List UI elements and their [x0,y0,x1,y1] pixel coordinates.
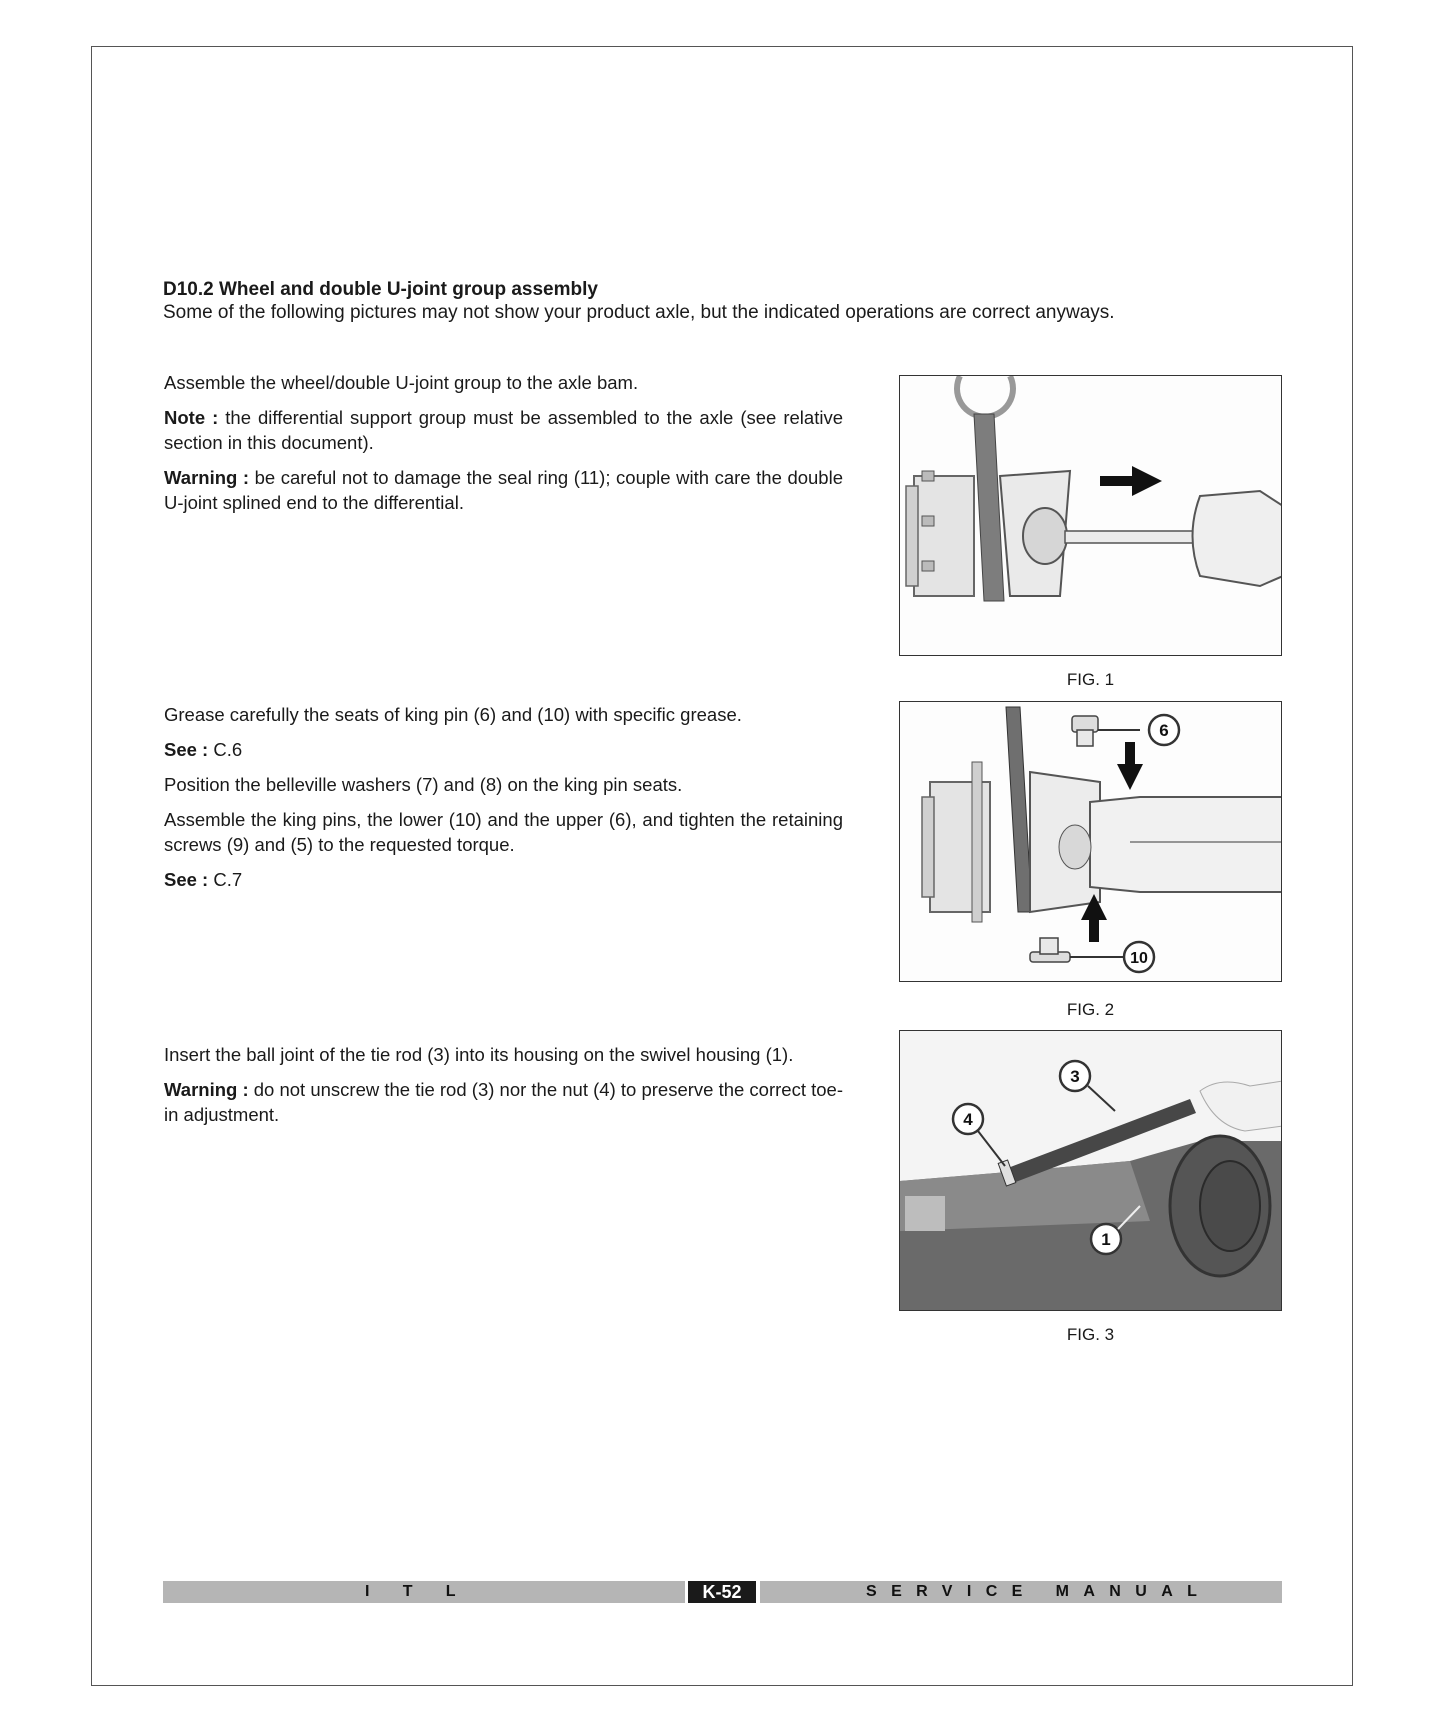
step2-text [164,702,843,902]
section-intro: Some of the following pictures may not show your product axle, but the indicated operations are correct anyways. [163,302,1115,323]
section-title: D10.2 Wheel and double U-joint group assembly [163,279,598,300]
footer-brand: I T L [365,1583,470,1600]
figure-2 [899,701,1282,982]
step1-line: Assemble the wheel/double U-joint group to the axle bam. [164,372,639,393]
step2-line: Grease carefully the seats of king pin (6) and (10) with specific grease. [164,704,742,725]
step3-warning [164,1077,843,1127]
fig3-callout-4: 4 [963,1110,973,1129]
warning-label: Warning : [164,467,250,488]
step3-line: Insert the ball joint of the tie rod (3) into its housing on the swivel housing (1). [164,1044,794,1065]
page-number: K-52 [688,1581,756,1603]
figure-3-drawing [900,1031,1282,1311]
figure-1-caption: FIG. 1 [1066,670,1115,689]
figure-1 [899,375,1282,656]
figure-3-caption: FIG. 3 [1066,1325,1115,1344]
step1-note [164,405,843,455]
footer-manual-title: SERVICE MANUAL [866,1583,1212,1600]
see-label: See : [164,739,209,760]
step2-line: Assemble the king pins, the lower (10) and the upper (6), and tighten the retaining screws (9) and (5) to the requested torque. [164,809,843,855]
warning-label: Warning : [164,1079,249,1100]
figure-2-drawing [900,702,1282,982]
fig2-callout-10: 10 [1130,950,1148,967]
note-label: Note : [164,407,219,428]
fig3-callout-1: 1 [1101,1230,1111,1249]
warning-text: be careful not to damage the seal ring (11); couple with care the double U-joint splined end to the differential. [164,467,843,513]
figure-1-drawing [900,376,1282,656]
fig3-callout-3: 3 [1070,1067,1080,1086]
figure-3 [899,1030,1282,1311]
see-ref: C.7 [208,869,243,890]
see-label: See : [164,869,209,890]
figure-2-caption: FIG. 2 [1066,1000,1115,1019]
see-ref: C.6 [208,739,243,760]
step1-text [164,370,843,525]
fig2-callout-6: 6 [1159,721,1169,740]
step3-text [164,1042,843,1137]
note-text: the differential support group must be assembled to the axle (see relative section in this document). [164,407,843,453]
step2-line: Position the belleville washers (7) and (8) on the king pin seats. [164,774,683,795]
step2-see [164,867,843,892]
warning-text: do not unscrew the tie rod (3) nor the nut (4) to preserve the correct toe-in adjustment. [164,1079,843,1125]
step2-see [164,737,843,762]
step1-warning [164,465,843,515]
